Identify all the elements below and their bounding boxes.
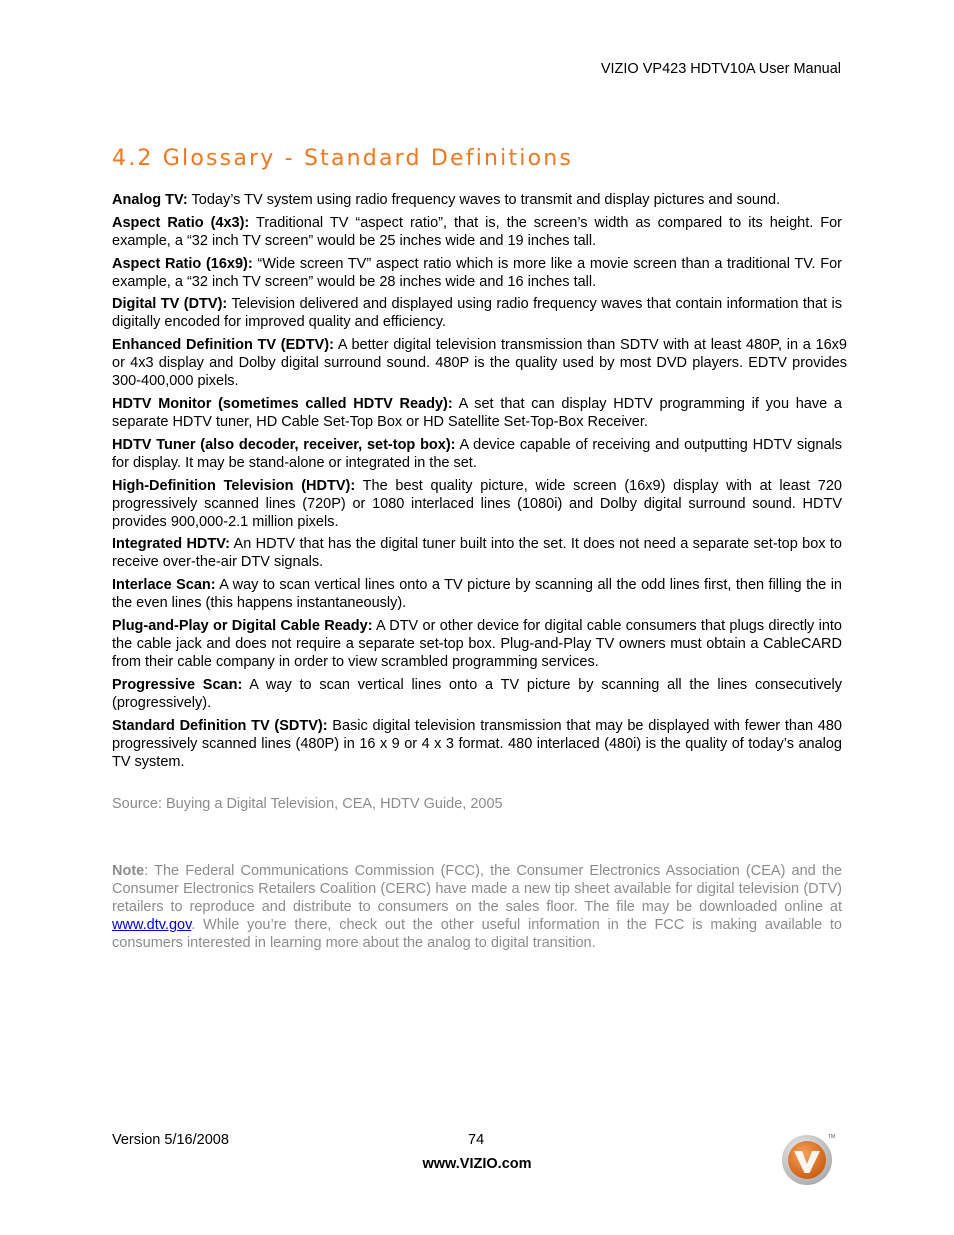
glossary-term: Integrated HDTV:	[112, 536, 230, 553]
glossary-entry	[112, 617, 842, 671]
glossary-definition: Television delivered and displayed using radio frequency waves that contain information that is digitally encoded for improved quality and efficiency.	[112, 296, 842, 331]
glossary-term: Plug-and-Play or Digital Cable Ready:	[112, 617, 373, 634]
glossary-term: Analog TV:	[112, 192, 188, 208]
note-paragraph	[112, 862, 842, 952]
glossary-entry	[112, 395, 842, 431]
footer-website: www.VIZIO.com	[422, 1156, 532, 1172]
glossary-entry	[112, 477, 842, 531]
glossary-entry	[112, 191, 842, 209]
glossary-definition: A set that can display HDTV programming if you have a separate HDTV tuner, HD Cable Set-Top Box or HD Satellite Set-Top-Box Receiver.	[112, 395, 842, 430]
glossary-entry	[112, 214, 842, 250]
glossary-entry	[112, 336, 847, 390]
glossary-term: Aspect Ratio (4x3):	[112, 214, 250, 231]
note-text: : The Federal Communications Commission (FCC), the Consumer Electronics Association (CEA) and the Consumer Electronics Retailers Coalition (CERC) have made a new tip sheet available for digital television (DTV) retailers to reproduce and distribute to consumers on the sales floor. The file may be downloaded online at	[112, 863, 842, 915]
glossary-definition: “Wide screen TV” aspect ratio which is more like a movie screen than a traditional TV. For example, a “32 inch TV screen” would be 28 inches wide and 16 inches tall.	[112, 255, 842, 290]
footer-version: Version 5/16/2008	[112, 1132, 229, 1148]
glossary-entry	[112, 436, 842, 472]
logo-core	[788, 1141, 826, 1179]
note-text: . While you’re there, check out the other useful information in the FCC is making available to consumers interested in learning more about the analog to digital transition.	[112, 917, 842, 951]
glossary-definition: A better digital television transmission than SDTV with at least 480P, in a 16x9 or 4x3 display and Dolby digital surround sound. 480P is the quality used by most DVD players. EDTV provides 300-400,000 pixels.	[112, 337, 847, 390]
glossary-entry	[112, 535, 842, 571]
page-header: VIZIO VP423 HDTV10A User Manual	[600, 61, 841, 77]
glossary-term: Digital TV (DTV):	[112, 296, 228, 313]
glossary-list	[112, 191, 847, 775]
glossary-definition: A way to scan vertical lines onto a TV picture by scanning all the odd lines first, then filling the in the even lines (this happens instantaneously).	[112, 577, 842, 612]
glossary-term: HDTV Monitor (sometimes called HDTV Ready):	[112, 395, 453, 412]
glossary-term: High-Definition Television (HDTV):	[112, 477, 356, 494]
glossary-definition: A DTV or other device for digital cable consumers that plugs directly into the cable jack and does not require a separate set-top box. Plug-and-Play TV owners must obtain a CableCARD from their cable company in order to view scrambled programming services.	[112, 617, 842, 670]
glossary-term: Enhanced Definition TV (EDTV):	[112, 337, 334, 354]
glossary-entry	[112, 717, 842, 771]
note-label: Note	[112, 863, 145, 879]
page-number: 74	[468, 1132, 485, 1148]
glossary-definition: The best quality picture, wide screen (16x9) display with at least 720 progressively scanned lines (720P) or 1080 interlaced lines (1080i) and Dolby digital surround sound. HDTV provides 900,000-2.1 million pixels.	[112, 477, 843, 530]
glossary-term: Interlace Scan:	[112, 577, 216, 594]
glossary-definition: Traditional TV “aspect ratio”, that is, the screen’s width as compared to its height. For example, a “32 inch TV screen” would be 25 inches wide and 19 inches tall.	[112, 214, 842, 249]
vizio-logo-icon	[780, 1131, 836, 1187]
glossary-definition: Today’s TV system using radio frequency waves to transmit and display pictures and sound.	[187, 192, 781, 208]
glossary-entry	[112, 255, 842, 291]
glossary-term: Standard Definition TV (SDTV):	[112, 717, 328, 734]
glossary-definition: An HDTV that has the digital tuner built into the set. It does not need a separate set-top box to receive over-the-air DTV signals.	[112, 536, 842, 571]
glossary-term: Progressive Scan:	[112, 676, 243, 693]
glossary-definition: A device capable of receiving and outputting HDTV signals for display. It may be stand-alone or integrated in the set.	[112, 436, 842, 471]
dtv-gov-link[interactable]: www.dtv.gov	[112, 917, 192, 933]
glossary-entry	[112, 676, 842, 712]
glossary-definition: A way to scan vertical lines onto a TV picture by scanning all the lines consecutively (progressively).	[112, 676, 842, 711]
section-title: 4.2 Glossary - Standard Definitions	[112, 146, 574, 171]
glossary-entry	[112, 295, 842, 331]
trademark-mark: TM	[828, 1134, 836, 1140]
glossary-term: Aspect Ratio (16x9):	[112, 255, 253, 272]
source-citation: Source: Buying a Digital Television, CEA, HDTV Guide, 2005	[112, 796, 503, 812]
glossary-entry	[112, 576, 842, 612]
glossary-definition: Basic digital television transmission that may be displayed with fewer than 480 progressively scanned lines (480P) in 16 x 9 or 4 x 3 format. 480 interlaced (480i) is the quality of today’s analog TV system.	[112, 717, 842, 770]
glossary-term: HDTV Tuner (also decoder, receiver, set-top box):	[112, 436, 456, 453]
